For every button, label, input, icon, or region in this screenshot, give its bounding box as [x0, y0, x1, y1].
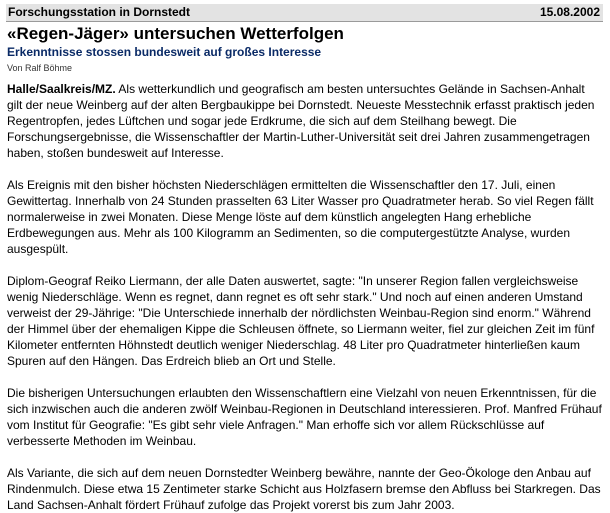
article-body [7, 81, 603, 513]
article-paragraph [7, 81, 603, 161]
section-header-bar [6, 4, 603, 21]
article-paragraph: Die bisherigen Untersuchungen erlaubten den Wissenschaftlern eine Vielzahl von neuen Erkenntnissen, für die sich inzwischen auch die anderen zwölf Weinbau-Regionen in Deutschland interessieren. Prof. Manfred Frühauf vom Institut für Geografie: "Es gibt sehr viele Anfragen." Man erhoffe sich vor allem Rückschlüsse auf verbesserte Methoden im Weinbau. [7, 386, 602, 448]
publication-date: 15.08.2002 [539, 5, 600, 19]
header-divider [6, 21, 603, 22]
article-byline: Von Ralf Böhme [7, 63, 73, 73]
article-paragraph: Als Ereignis mit den bisher höchsten Niederschlägen ermittelten die Wissenschaftler den 17. Juli, einen Gewittertag. Innerhalb von 24 Stunden prasselten 63 Liter Wasser pro Quadratmeter herab. So viel Regen fällt normalerweise in zwei Monaten. Diese Menge löste auf dem künstlich angelegten Hang erhebliche Erdbewegungen aus. Mehr als 100 Kilogramm an Sedimenten, so die computergestützte Analyse, wurden ausgespült. [7, 178, 594, 256]
section-title: Forschungsstation in Dornstedt [8, 5, 191, 19]
article-dateline: Halle/Saalkreis/MZ. [7, 82, 116, 96]
article-subheadline: Erkenntnisse stossen bundesweit auf großes Interesse [7, 45, 322, 59]
paragraph-text: Als wetterkundlich und geografisch am besten untersuchtes Gelände in Sachsen-Anhalt gilt der neue Weinberg auf der alten Bergbaukippe bei Dornstedt. Neueste Messtechnik erfasst praktisch jeden Regentropfen, jedes Lüftchen und sogar jede Erdkrume, die sich auf dem Steilhang bewegt. Die Forschungsergebnisse, die Wissenschaftler der Martin-Luther-Universität seit drei Jahren zusammengetragen haben, stoßen bundesweit auf Interesse. [7, 82, 595, 160]
article-paragraph: Als Variante, die sich auf dem neuen Dornstedter Weinberg bewähre, nannte der Geo-Ökologe den Anbau auf Rindenmulch. Diese etwa 15 Zentimeter starke Schicht aus Holzfasern bremse den Abfluss bei Starkregen. Das Land Sachsen-Anhalt fördert Frühauf zufolge das Projekt vorerst bis zum Jahr 2003. [7, 466, 601, 512]
article-headline: «Regen-Jäger» untersuchen Wetterfolgen [7, 24, 344, 43]
article-paragraph: Diplom-Geograf Reiko Liermann, der alle Daten auswertet, sagte: "In unserer Region fallen vergleichsweise wenig Niederschläge. Wenn es regnet, dann regnet es oft sehr stark." Und noch auf einen anderen Umstand verweist der 29-Jährige: "Die Unterschiede innerhalb der nördlichsten Weinbau-Region sind enorm." Während der Himmel über der ehemaligen Kippe die Schleusen öffnete, so Liermann weiter, fiel zur gleichen Zeit im fünf Kilometer entfernten Höhnstedt deutlich weniger Niederschlag. 48 Liter pro Quadratmeter hinterließen kaum Spuren auf den Hängen. Das Erdreich blieb an Ort und Stelle. [7, 274, 595, 368]
